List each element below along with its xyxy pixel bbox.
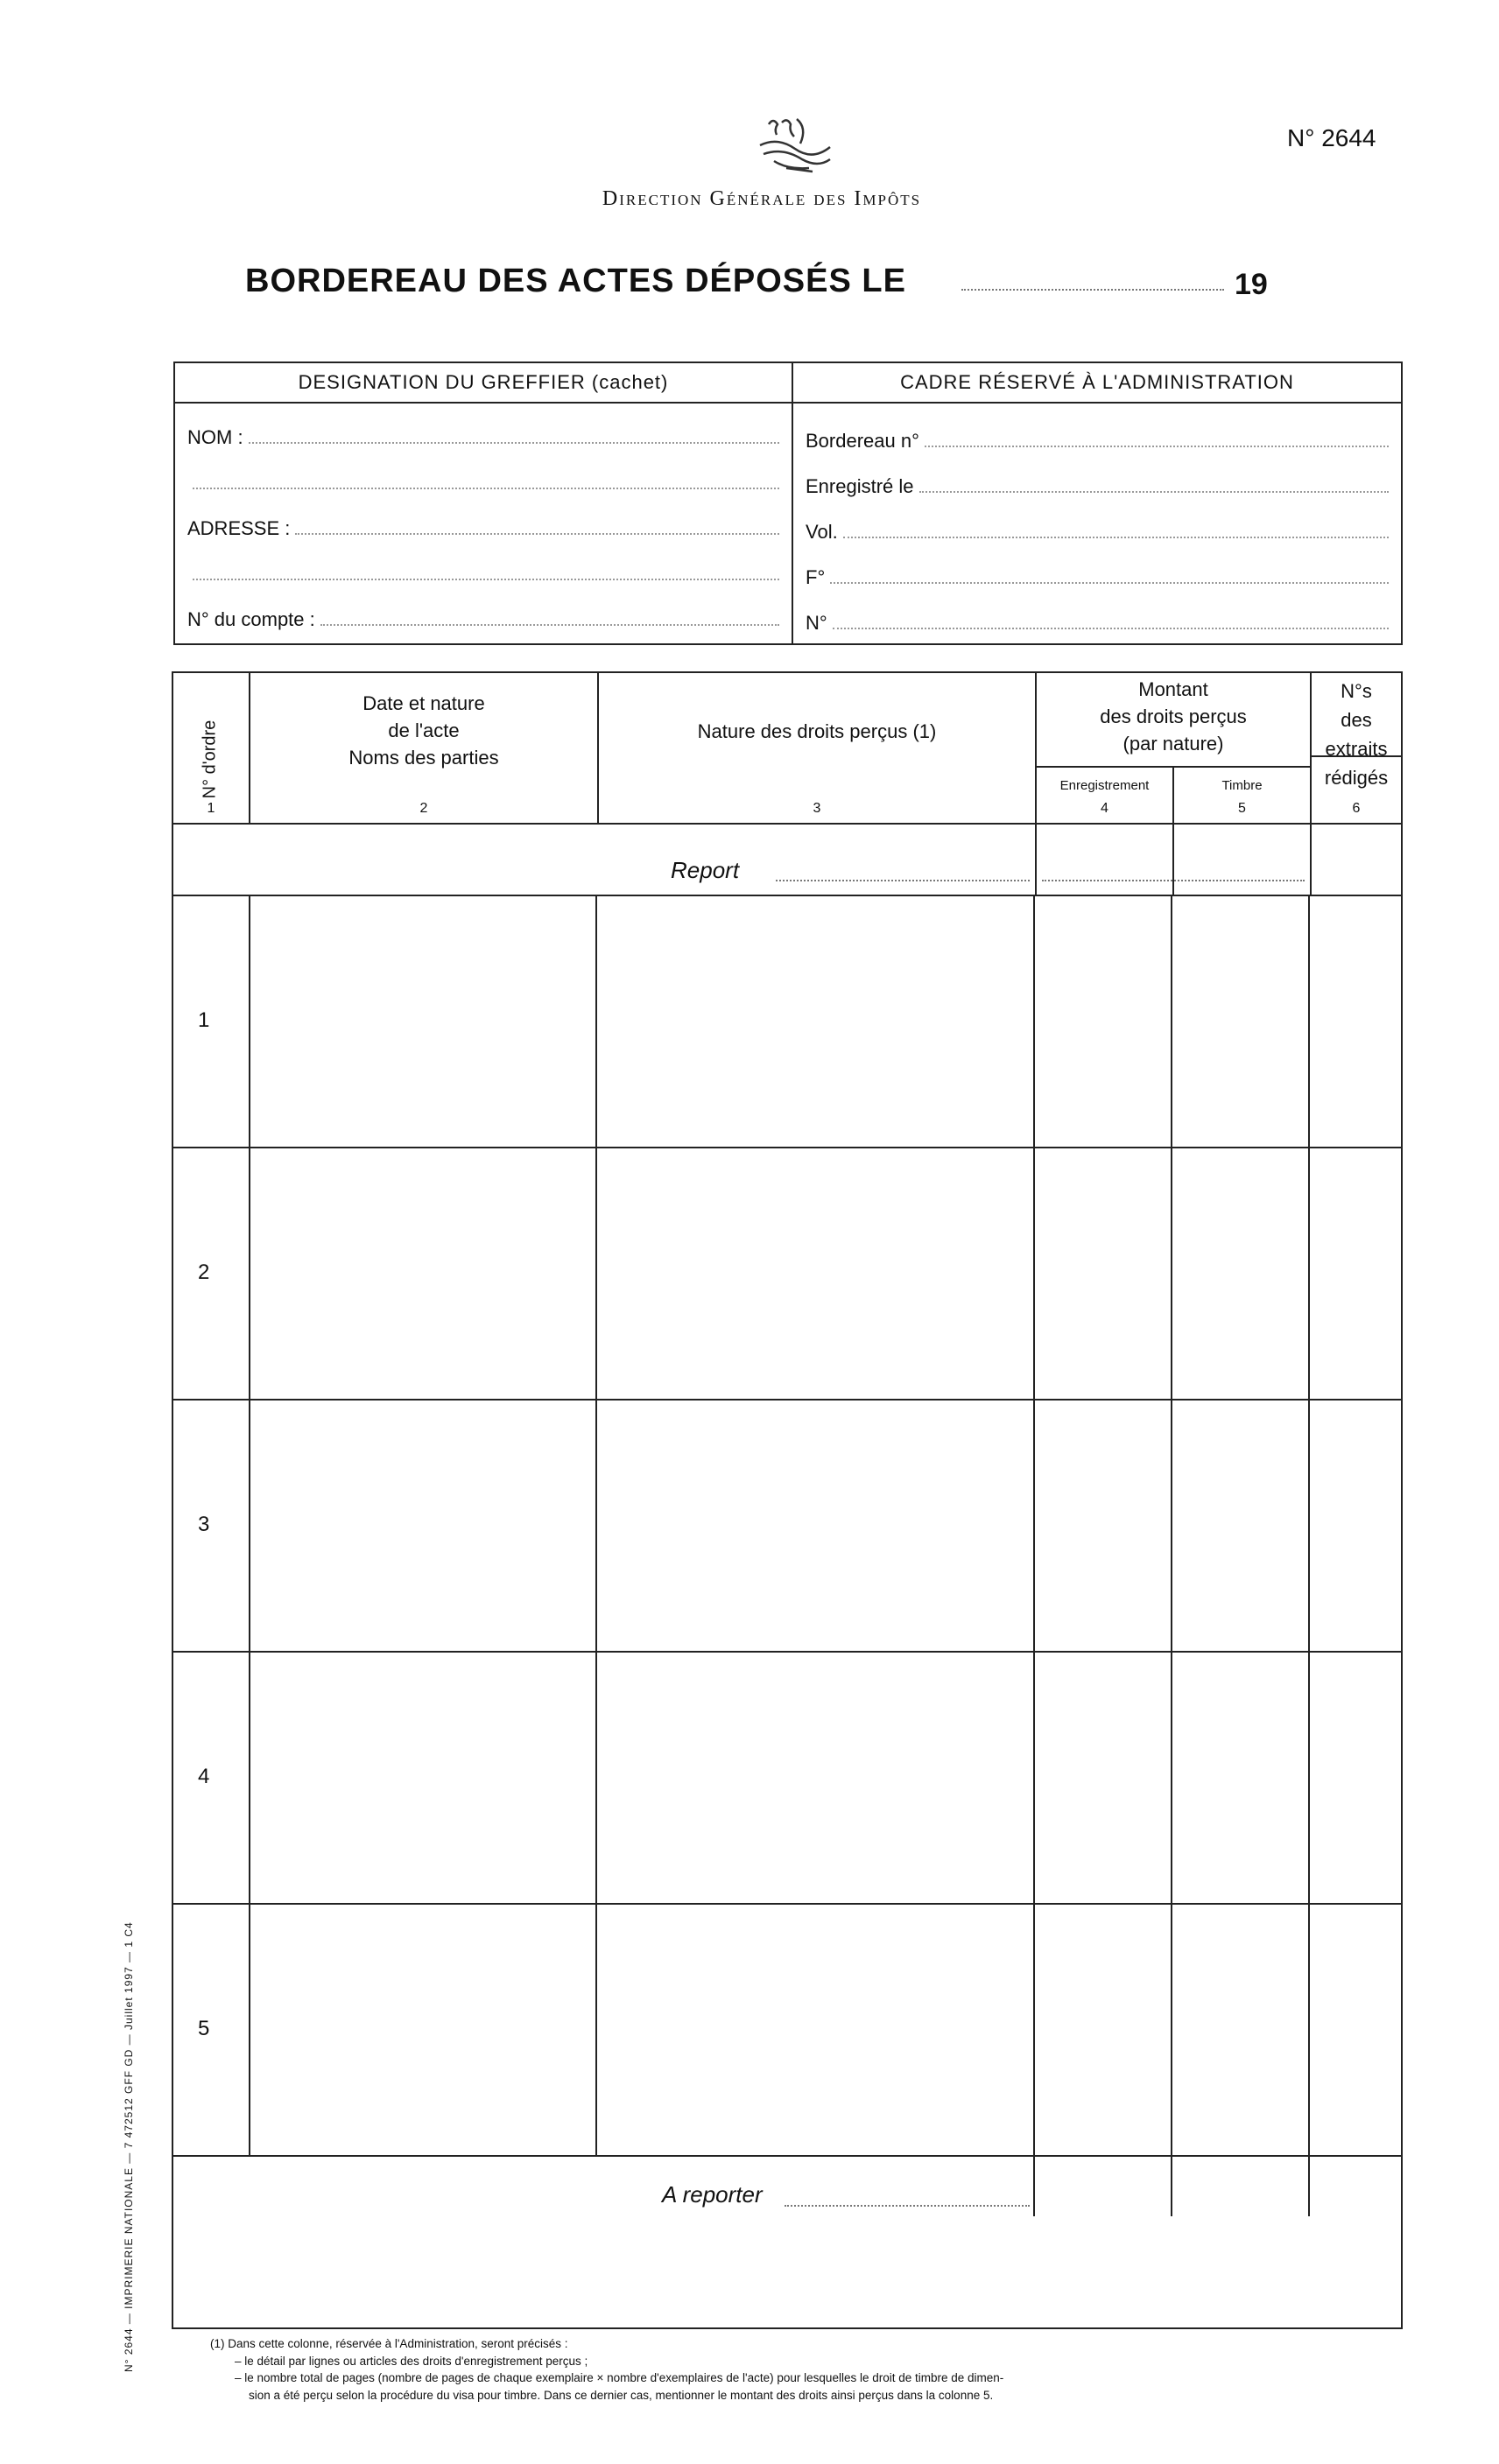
enregistre-label: Enregistré le (806, 475, 914, 497)
date-blank[interactable] (961, 289, 1224, 291)
nom-label: NOM : (187, 426, 243, 448)
timbre-header: Timbre (1221, 778, 1263, 793)
admin-section (793, 363, 1401, 643)
vol-field[interactable] (806, 517, 1389, 544)
column-number: 5 (1238, 801, 1246, 816)
report-dots (776, 880, 1030, 881)
nature-droits-header: Nature des droits perçus (1) (697, 720, 937, 742)
footnote-line: – le nombre total de pages (nombre de pages de chaque exemplaire × nombre d'exemplaires de l'acte) pour lesquelles le droit de timbre de dimen- (235, 2371, 1004, 2385)
a-reporter-label: A reporter (662, 2181, 763, 2208)
greffier-section (175, 363, 793, 643)
vol-label: Vol. (806, 521, 838, 543)
admin-heading: CADRE RÉSERVÉ À L'ADMINISTRATION (793, 363, 1401, 404)
column-number: 6 (1352, 801, 1361, 816)
montant-header: Montant des droits perçus (par nature) (1100, 678, 1247, 755)
row-number: 5 (198, 2017, 210, 2040)
row-number: 4 (198, 1765, 210, 1788)
column-number: 2 (419, 801, 428, 816)
adresse-line-2[interactable] (187, 559, 779, 586)
date-nature-header: Date et nature de l'acte Noms des parties (348, 692, 499, 769)
numero-field[interactable] (806, 608, 1389, 635)
folio-field[interactable] (806, 563, 1389, 589)
bordereau-field[interactable] (806, 426, 1389, 453)
extraits-header: N°s des extraits rédigés (1324, 680, 1389, 789)
report-amount-blank[interactable] (1042, 880, 1305, 881)
footnote (210, 2335, 1401, 2404)
compte-field[interactable] (187, 605, 779, 631)
footnote-line: sion a été perçu selon la procédure du visa pour timbre. Dans ce dernier cas, mentionner le montant des droits ainsi perçus dans la colonne 5. (249, 2388, 994, 2402)
column-number: 1 (207, 801, 215, 816)
enregistre-field[interactable] (806, 472, 1389, 498)
row-number: 2 (198, 1260, 210, 1284)
adresse-label: ADRESSE : (187, 517, 291, 539)
dgi-logo (742, 116, 839, 177)
bordereau-label: Bordereau n° (806, 430, 919, 452)
ordre-header: N° d'ordre (200, 720, 220, 798)
nom-line-2[interactable] (187, 468, 779, 495)
folio-label: F° (806, 566, 826, 588)
year-prefix: 19 (1235, 268, 1268, 301)
column-number: 4 (1101, 801, 1108, 816)
page-title: BORDEREAU DES ACTES DÉPOSÉS LE (245, 263, 906, 299)
row-number: 3 (198, 1513, 210, 1536)
nom-field[interactable] (187, 423, 779, 449)
column-number: 3 (813, 801, 821, 816)
greffier-heading: DESIGNATION DU GREFFIER (cachet) (175, 363, 792, 404)
numero-label: N° (806, 612, 827, 634)
report-label: Report (671, 857, 740, 883)
adresse-field[interactable] (187, 514, 779, 540)
actes-table (172, 671, 1403, 2329)
footnote-line: (1) Dans cette colonne, réservée à l'Administration, seront précisés : (210, 2337, 568, 2350)
a-reporter-dots (785, 2205, 1030, 2207)
enregistrement-header: Enregistrement (1059, 778, 1150, 793)
form-number: N° 2644 (1287, 124, 1376, 151)
row-number: 1 (198, 1008, 210, 1032)
compte-label: N° du compte : (187, 608, 315, 630)
designation-box (173, 362, 1403, 645)
printer-imprint: N° 2644 — IMPRIMERIE NATIONALE — 7 472512 GFF GD — Juillet 1997 — 1 C4 (123, 1921, 135, 2372)
issuer-name: Direction Générale des Impôts (602, 187, 922, 210)
footnote-line: – le détail par lignes ou articles des droits d'enregistrement perçus ; (235, 2354, 588, 2368)
